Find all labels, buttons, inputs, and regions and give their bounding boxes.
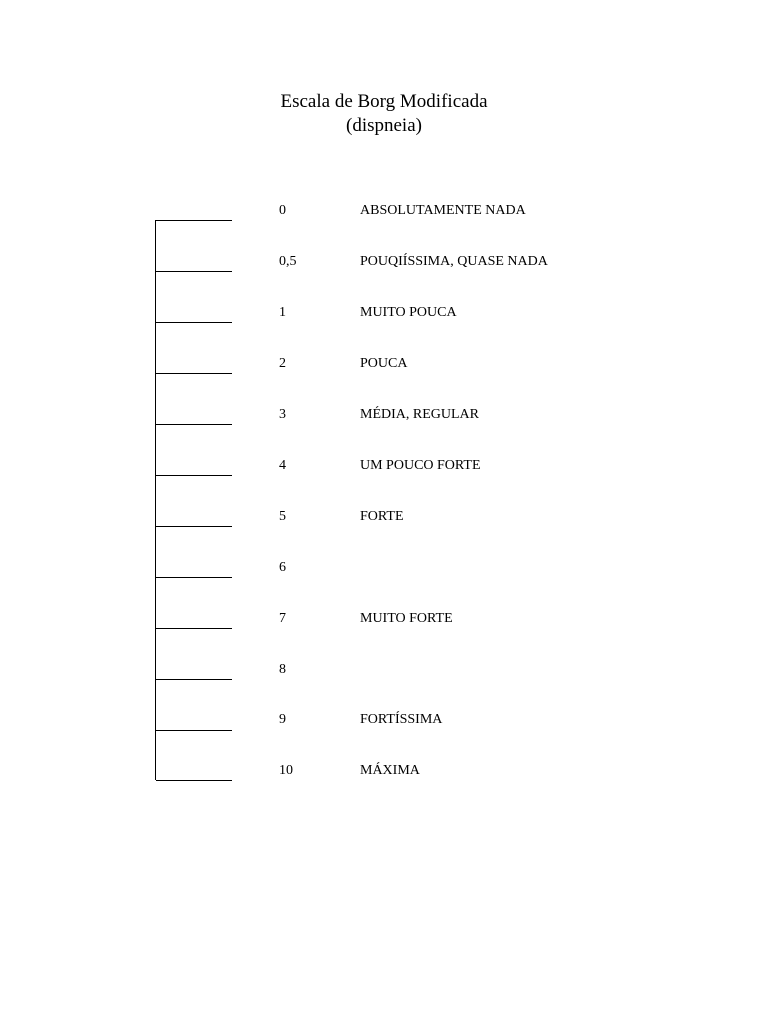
scale-value: 2	[279, 356, 286, 371]
page-title: Escala de Borg Modificada	[280, 91, 488, 112]
scale-value: 0	[279, 203, 286, 218]
scale-row	[0, 252, 768, 272]
scale-row	[0, 609, 768, 629]
scale-label: POUCA	[360, 356, 408, 371]
scale-value: 3	[279, 407, 286, 422]
scale-row	[0, 405, 768, 425]
scale-value: 7	[279, 611, 286, 626]
scale-row	[0, 201, 768, 221]
scale-value: 0,5	[279, 254, 297, 269]
title-block	[0, 90, 768, 138]
scale-row	[0, 558, 768, 578]
scale-label: FORTE	[360, 509, 404, 524]
scale-value: 8	[279, 662, 286, 677]
scale-row	[0, 507, 768, 527]
scale-value: 1	[279, 305, 286, 320]
scale-value: 10	[279, 763, 293, 778]
scale-row	[0, 660, 768, 680]
scale-row	[0, 710, 768, 730]
page-subtitle: (dispneia)	[346, 115, 422, 136]
scale-label: MUITO POUCA	[360, 305, 457, 320]
scale-label: MÁXIMA	[360, 763, 420, 778]
scale-value: 5	[279, 509, 286, 524]
scale-row	[0, 354, 768, 374]
scale-label: POUQIÍSSIMA, QUASE NADA	[360, 254, 548, 269]
scale-value: 4	[279, 458, 286, 473]
scale-label: UM POUCO FORTE	[360, 458, 481, 473]
scale-row	[0, 761, 768, 781]
scale-value: 6	[279, 560, 286, 575]
scale-row	[0, 456, 768, 476]
scale-row	[0, 303, 768, 323]
scale-value: 9	[279, 712, 286, 727]
scale-label: FORTÍSSIMA	[360, 712, 443, 727]
scale-label: MUITO FORTE	[360, 611, 453, 626]
scale-label: MÉDIA, REGULAR	[360, 407, 479, 422]
scale-tick	[156, 730, 232, 731]
scale-label: ABSOLUTAMENTE NADA	[360, 203, 526, 218]
